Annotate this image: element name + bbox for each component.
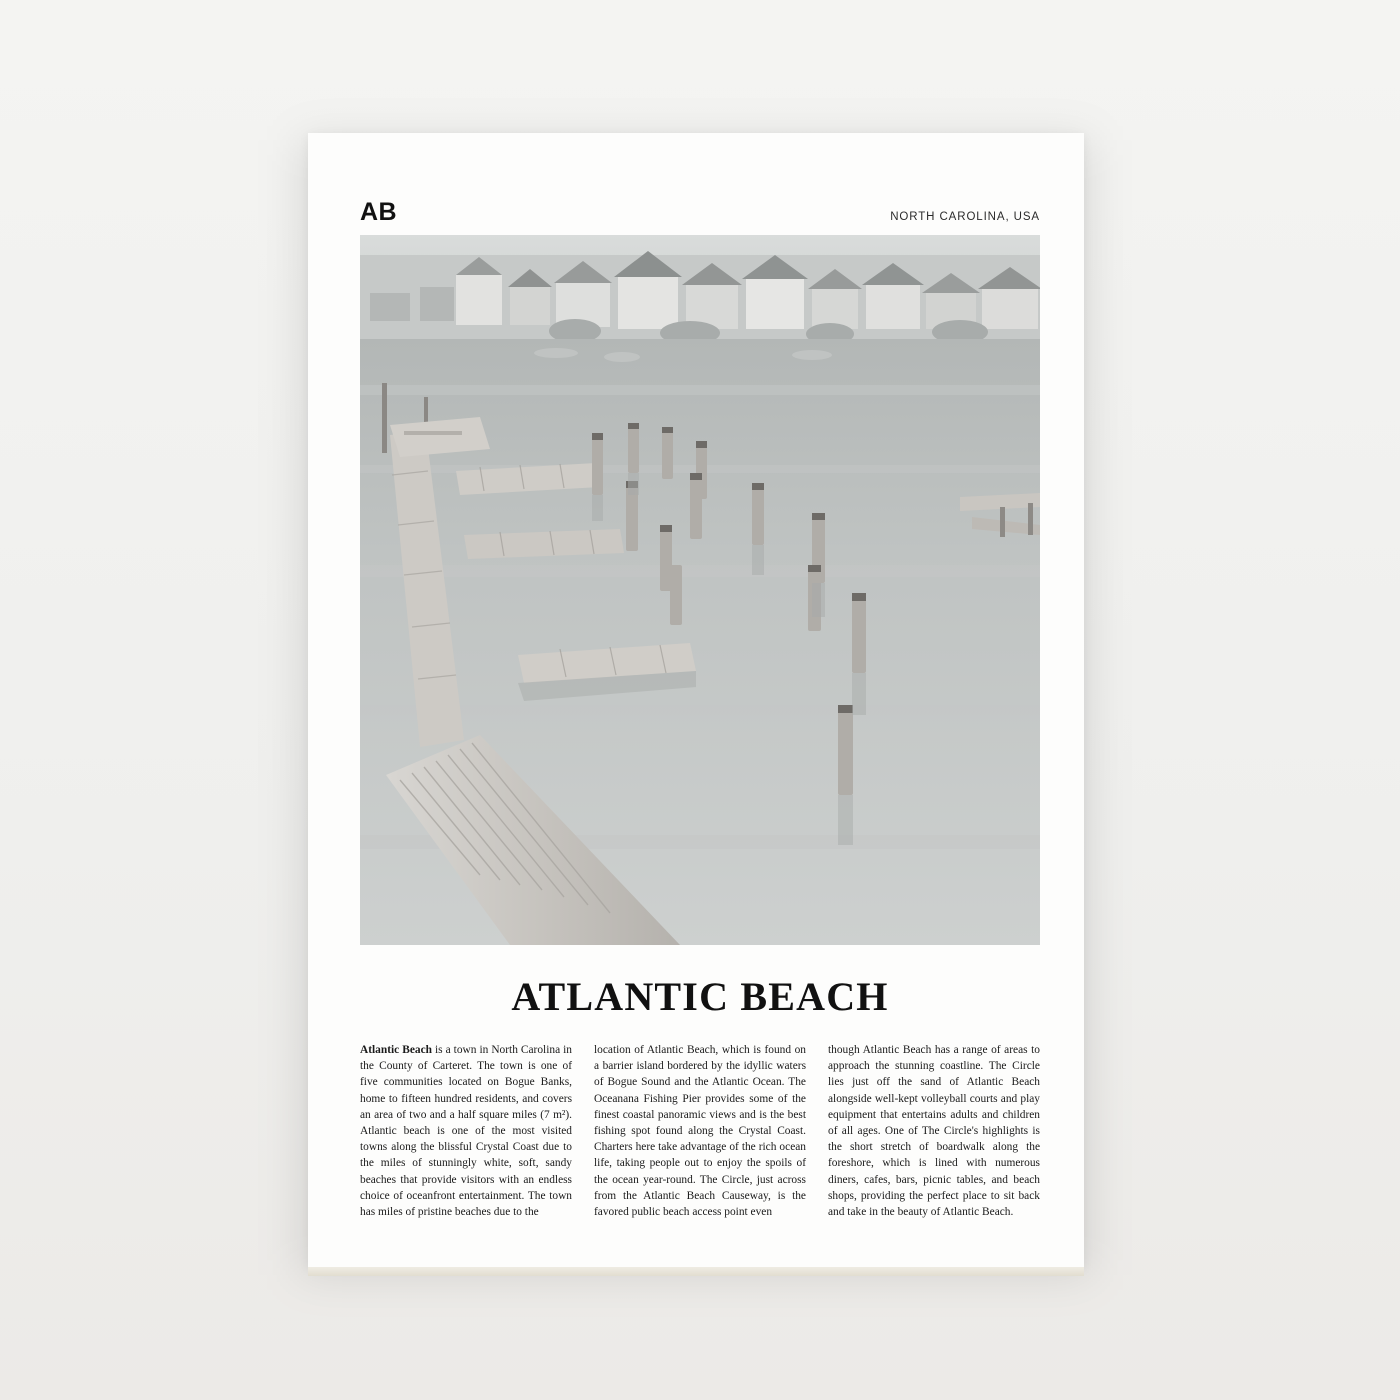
poster-logo: AB (360, 198, 398, 226)
article-column-3: though Atlantic Beach has a range of areas to approach the stunning coastline. The Circle lies just off the sand of Atlantic Beach alongside well-kept volleyball courts and play equipment that entertains adults and children of all ages. One of The Circle's highlights is the short stretch of boardwalk along the foreshore, which is lined with numerous diners, cafes, bars, picnic tables, and beach shops, providing the perfect place to sit back and take in the beauty of Atlantic Beach. (828, 1044, 1040, 1218)
article-column-2: location of Atlantic Beach, which is found on a barrier island bordered by the idyllic waters of Bogue Sound and the Atlantic Ocean. The Oceanana Fishing Pier provides some of the finest coastal panoramic views and is the best fishing spot found along the Crystal Coast. Charters here take advantage of the rich ocean life, taking people out to enjoy the spoils of the ocean year-round. The Circle, just across from the Atlantic Beach Causeway, is the favored public beach access point even (594, 1044, 806, 1218)
article-column-1 (360, 1042, 572, 1220)
article-columns (360, 1042, 1040, 1220)
poster (308, 133, 1084, 1267)
dock-photo-illustration (360, 235, 1040, 945)
poster-photograph (360, 235, 1040, 945)
article-column-1-text: is a town in North Carolina in the County of Carteret. The town is one of five communities located on Bogue Banks, home to fifteen hundred residents, and covers an area of two and a half square miles (7 m²). Atlantic beach is one of the most visited towns along the blissful Crystal Coast due to the miles of stunningly white, soft, sandy beaches that provide visitors with an endless choice of oceanfront entertainment. The town has miles of pristine beaches due to the (360, 1044, 572, 1218)
poster-content (360, 195, 1040, 1218)
poster-location-label: NORTH CAROLINA, USA (890, 210, 1040, 223)
poster-paper-edge (308, 1267, 1084, 1276)
page-title: ATLANTIC BEACH (511, 974, 889, 1019)
article-lead-in: Atlantic Beach (360, 1044, 432, 1056)
poster-header (360, 195, 1040, 225)
